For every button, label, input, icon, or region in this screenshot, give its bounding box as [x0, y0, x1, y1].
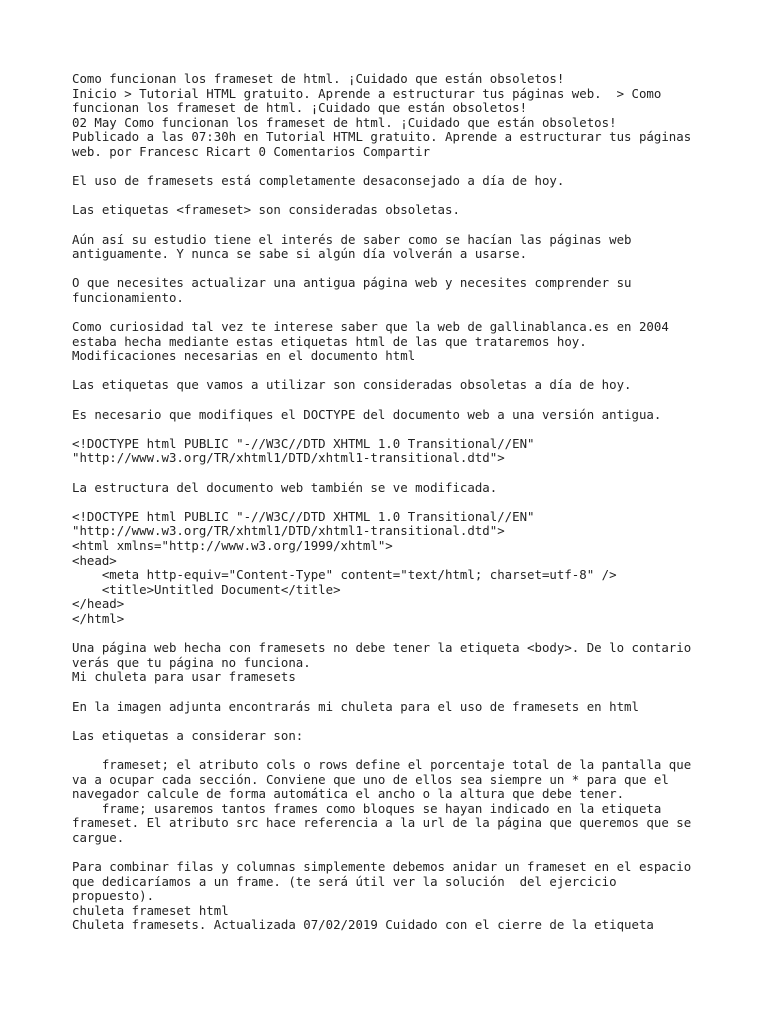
paragraph-update-old-page: O que necesites actualizar una antigua página web y necesites comprender su funcionamiento. — [72, 275, 632, 305]
code-doctype: <!DOCTYPE html PUBLIC "-//W3C//DTD XHTML 1.0 Transitional//EN" "http://www.w3.org/TR/xhtml1/DTD/xhtml1-transitional.dtd"> — [72, 435, 535, 466]
paragraph-nesting: Para combinar filas y columnas simplemente debemos anidar un frameset en el espacio que dedicaríamos a un frame. (te será útil ver la solución del ejercicio propuesto). chuleta frameset html Chuleta framesets. Actualizada 07/02/2019 Cuidado con el cierre de la etiqueta — [72, 859, 692, 933]
paragraph-deprecated: El uso de framesets está completamente desaconsejado a día de hoy. — [72, 173, 565, 189]
paragraph-obsolete-tags: Las etiquetas <frameset> son consideradas obsoletas. — [72, 202, 460, 218]
code-structure: <!DOCTYPE html PUBLIC "-//W3C//DTD XHTML 1.0 Transitional//EN" "http://www.w3.org/TR/xhtml1/DTD/xhtml1-transitional.dtd"> <html xmlns="http://www.w3.org/1999/xhtml"> <head> <meta http-equiv="Content-Type" content="text/html; charset=utf-8" /> <title>Untitled Document</title> </head> </html> — [72, 508, 617, 626]
published-info: Publicado a las 07:30h en Tutorial HTML gratuito. Aprende a estructurar tus páginas web. por Francesc Ricart 0 Comentarios Compartir — [72, 129, 692, 159]
paragraph-no-body: Una página web hecha con framesets no debe tener la etiqueta <body>. De lo contario verás que tu página no funciona. Mi chuleta para usar framesets — [72, 640, 692, 685]
paragraph-study-interest: Aún así su estudio tiene el interés de saber como se hacían las páginas web antiguamente. Y nunca se sabe si algún día volverán a usarse. — [72, 231, 632, 262]
list-tags: frameset; el atributo cols o rows define el porcentaje total de la pantalla que va a ocupar cada sección. Conviene que uno de ellos sea siempre un * para que el navegador calcule de forma automática el ancho o la altura que debe tener. frame; usaremos tantos frames como bloques se hayan indicado en la etiqueta frameset. El atributo src hace referencia a la url de la página que queremos que se cargue. — [72, 756, 692, 845]
paragraph-doctype: Es necesario que modifiques el DOCTYPE del documento web a una versión antigua. — [72, 406, 662, 422]
paragraph-cheatsheet: En la imagen adjunta encontrarás mi chuleta para el uso de framesets en html — [72, 698, 639, 714]
paragraph-curiosity: Como curiosidad tal vez te interese saber que la web de gallinablanca.es en 2004 estaba hecha mediante estas etiquetas html de las que trataremos hoy. Modificaciones necesarias en el documento html — [72, 319, 669, 364]
paragraph-obsolete-today: Las etiquetas que vamos a utilizar son consideradas obsoletas a día de hoy. — [72, 377, 632, 393]
breadcrumb: Inicio > Tutorial HTML gratuito. Aprende a estructurar tus páginas web. > Como funcionan los frameset de html. ¡Cuidado que están obsoletos! — [72, 85, 662, 116]
paragraph-structure: La estructura del documento web también se ve modificada. — [72, 479, 498, 495]
paragraph-tags-consider: Las etiquetas a considerar son: — [72, 727, 304, 743]
document-title: Como funcionan los frameset de html. ¡Cuidado que están obsoletos! — [72, 71, 565, 86]
article-date-title: 02 May Como funcionan los frameset de html. ¡Cuidado que están obsoletos! — [72, 114, 617, 130]
document-page — [72, 72, 712, 933]
